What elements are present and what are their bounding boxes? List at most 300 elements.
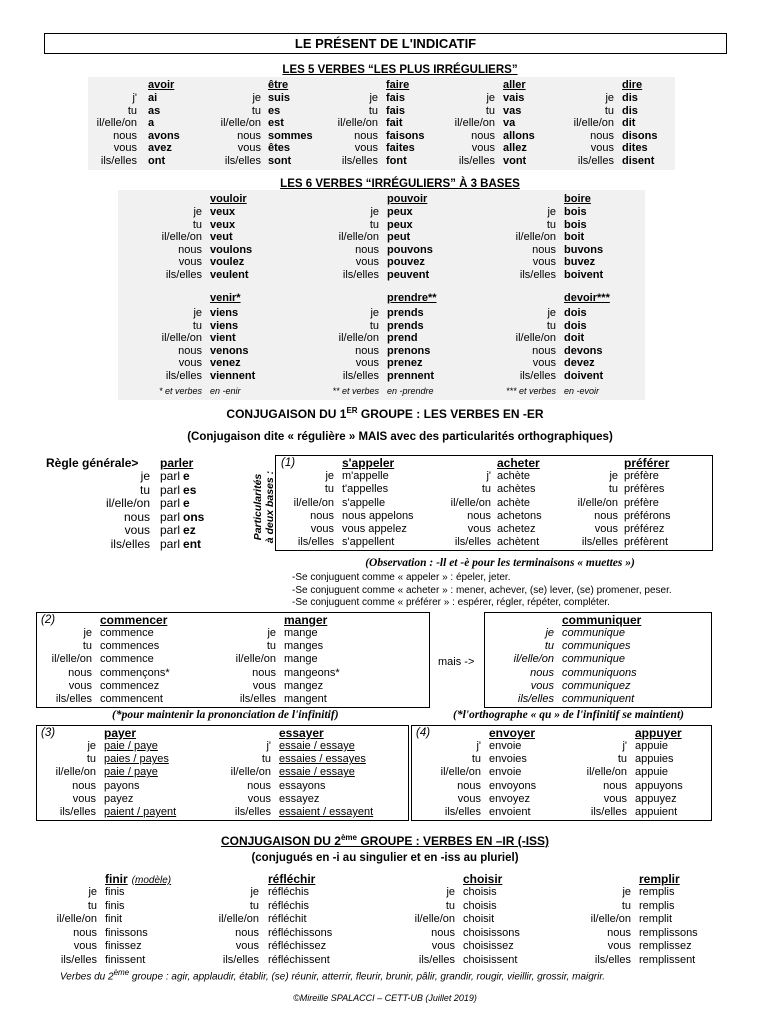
- verb-form: achètent: [497, 536, 540, 549]
- pronoun: tu: [369, 218, 379, 231]
- pronoun: ils/elles: [234, 805, 271, 818]
- verb-form: sommes: [268, 129, 313, 142]
- pronoun: je: [609, 470, 618, 482]
- pronoun: ils/elles: [59, 805, 96, 818]
- verb-form: m'appelle: [342, 470, 389, 482]
- verb-form: voulons: [210, 243, 253, 256]
- pronoun: nous: [68, 666, 92, 679]
- form-column: [463, 886, 520, 967]
- verb-form: finis: [105, 899, 125, 912]
- pronoun: je: [250, 886, 259, 898]
- pronoun: tu: [369, 319, 379, 332]
- verb-form: doit: [564, 332, 585, 345]
- verb-heading: finir (modèle): [105, 872, 172, 886]
- pronoun: je: [370, 206, 379, 218]
- observation-note: (Observation : -ll et -è pour les terminaisons « muettes »): [365, 557, 635, 569]
- pronoun-column: [308, 92, 378, 168]
- verb-form: peut: [387, 231, 411, 244]
- verb-form: a: [148, 117, 155, 130]
- pronoun: nous: [603, 779, 627, 792]
- verb-form: paient / payent: [104, 805, 177, 818]
- pronoun: il/elle/on: [414, 913, 455, 925]
- pronoun: nous: [457, 779, 481, 792]
- verb-form: réfléchissent: [268, 953, 330, 966]
- verb-footnote-left: ** et verbes: [332, 386, 379, 396]
- verb-form: communiquons: [562, 666, 637, 679]
- verb-heading: remplir: [639, 872, 680, 886]
- verb-heading: choisir: [463, 872, 503, 886]
- pronoun: vous: [594, 523, 618, 536]
- pronoun: nous: [532, 344, 556, 357]
- verb-stem: parl: [160, 496, 181, 511]
- pronoun: vous: [607, 940, 631, 952]
- g2-note-a: Verbes du 2: [60, 971, 114, 983]
- pronoun: tu: [139, 482, 150, 497]
- pronoun: tu: [324, 483, 334, 496]
- footer-credit: ©Mireille SPALACCI – CETT-UB (Juillet 2019): [293, 993, 477, 1003]
- form-column: [268, 92, 313, 168]
- mais-label: mais ->: [438, 656, 475, 668]
- pronoun: nous: [355, 243, 379, 256]
- pronoun: vous: [310, 523, 334, 536]
- verb-heading: communiquer: [562, 613, 642, 627]
- form-column: [562, 627, 637, 706]
- pronoun-column: [27, 886, 97, 967]
- pronoun: nous: [431, 926, 455, 939]
- verb-ending: e: [183, 469, 190, 483]
- box-number: (3): [41, 727, 56, 739]
- verb-heading: boire: [564, 193, 591, 205]
- pronoun: il/elle/on: [515, 231, 556, 244]
- verb-stem: parl: [160, 482, 181, 497]
- g2-heading-text-b: GROUPE : VERBES EN –IR (-ISS): [357, 834, 550, 848]
- verb-form: communique: [562, 627, 625, 639]
- verb-heading: venir*: [210, 292, 241, 304]
- pronoun: je: [370, 307, 379, 319]
- verb-form: prenons: [387, 344, 431, 357]
- pronoun: nous: [237, 129, 261, 142]
- pronoun: vous: [247, 792, 271, 805]
- pronoun: tu: [266, 640, 276, 653]
- pronoun: il/elle/on: [450, 496, 491, 509]
- verb-form: faites: [386, 142, 415, 155]
- verb-form: disons: [622, 129, 658, 142]
- pronoun: il/elle/on: [338, 332, 379, 345]
- verb-ending: ent: [183, 536, 202, 551]
- verb-form: dis: [622, 92, 638, 104]
- verb-form: êtes: [268, 142, 291, 155]
- pronoun: vous: [252, 679, 276, 692]
- pronoun: vous: [457, 792, 481, 805]
- pronoun: ils/elles: [418, 953, 455, 966]
- pronoun: nous: [247, 779, 271, 792]
- verb-form: finissent: [105, 953, 146, 966]
- verb-form: commence: [100, 653, 154, 666]
- verb-form: préférez: [624, 523, 665, 536]
- verb-heading: payer: [104, 726, 137, 740]
- verb-form: allez: [503, 142, 527, 155]
- verb-form: préfère: [624, 496, 659, 509]
- form-column: [639, 886, 698, 967]
- verb-form: fait: [386, 117, 403, 130]
- verb-form: communique: [562, 653, 625, 666]
- form-column: [105, 886, 148, 967]
- verb-form: doivent: [564, 369, 604, 382]
- pronoun: nous: [123, 509, 150, 524]
- verb-form: préfèrent: [624, 536, 669, 549]
- pronoun-column: [548, 470, 618, 550]
- verb-form: [160, 511, 204, 525]
- verb-form: commençons*: [100, 666, 170, 679]
- pronoun-column: [486, 307, 556, 383]
- regle-generale-label: Règle générale>: [46, 456, 139, 470]
- verb-heading: dire: [622, 79, 643, 91]
- pronoun: il/elle/on: [56, 913, 97, 925]
- pronoun: nous: [594, 509, 618, 522]
- verb-form: buvez: [564, 256, 596, 269]
- verb-heading: être: [268, 79, 289, 91]
- pronoun: j': [622, 740, 627, 752]
- pronoun: il/elle/on: [161, 231, 202, 244]
- pronoun-column: [425, 92, 495, 168]
- pronoun: j': [486, 470, 491, 482]
- form-column: [564, 307, 603, 383]
- verb-form: prends: [387, 319, 424, 332]
- verb-heading-extra: (modèle): [131, 875, 172, 886]
- pronoun-column: [484, 627, 554, 706]
- verb-form: choisissez: [463, 940, 514, 952]
- verb-form: envoient: [489, 805, 531, 818]
- pronoun: j': [132, 92, 137, 104]
- pronoun-column: [26, 740, 96, 819]
- pronoun-column: [561, 886, 631, 967]
- pronoun: nous: [530, 666, 554, 679]
- verb-form: font: [386, 154, 407, 167]
- pronoun: je: [140, 469, 150, 483]
- verb-form: achetez: [497, 523, 536, 536]
- verb-form: suis: [268, 92, 291, 104]
- pronoun: tu: [192, 218, 202, 231]
- verb-form: buvons: [564, 243, 604, 256]
- pronoun: il/elle/on: [337, 117, 378, 130]
- pronoun-column: [385, 886, 455, 967]
- pronoun: ils/elles: [581, 536, 618, 549]
- communiquer-note: (*l'orthographe « qu » de l'infinitif se maintient): [453, 709, 684, 721]
- verb-form: fais: [386, 92, 405, 104]
- verb-form: t'appelles: [342, 483, 389, 496]
- verb-heading: réfléchir: [268, 872, 316, 886]
- pronoun: je: [325, 470, 334, 482]
- pronoun: vous: [590, 142, 614, 155]
- verb-form: réfléchissez: [268, 940, 327, 952]
- verb-stem: parl: [160, 469, 181, 483]
- verb-form: disent: [622, 154, 655, 167]
- g1-heading-text-b: GROUPE : LES VERBES EN -ER: [357, 407, 544, 421]
- verb-form: achetons: [497, 509, 542, 522]
- pronoun: il/elle/on: [230, 766, 271, 779]
- pronoun: il/elle/on: [590, 913, 631, 925]
- verb-form: envoie: [489, 740, 522, 752]
- verb-form: appuient: [635, 805, 678, 818]
- form-column: [635, 740, 683, 819]
- g2-note: [60, 968, 740, 982]
- pronoun-column: [132, 307, 202, 383]
- verb-form: voulez: [210, 256, 245, 269]
- verb-form: envoies: [489, 753, 527, 766]
- verb-form: envoyez: [489, 792, 530, 805]
- verb-form: s'appelle: [342, 496, 386, 509]
- verb-heading: vouloir: [210, 193, 247, 205]
- verb-form: appuies: [635, 753, 674, 766]
- pronoun-column: [80, 470, 150, 552]
- pronoun: vous: [530, 679, 554, 692]
- verb-form: réfléchissons: [268, 926, 333, 939]
- verb-form: choisissons: [463, 926, 520, 939]
- form-column: [268, 886, 332, 967]
- pronoun: je: [88, 886, 97, 898]
- g1-heading: [150, 406, 620, 421]
- pronoun: tu: [251, 104, 261, 117]
- verb-form: choisis: [463, 899, 497, 912]
- verb-form: remplit: [639, 913, 673, 925]
- pronoun: ils/elles: [341, 154, 378, 167]
- pronoun: vous: [235, 940, 259, 952]
- pronoun: ils/elles: [224, 154, 261, 167]
- pronoun: vous: [467, 523, 491, 536]
- pronoun: ils/elles: [517, 692, 554, 705]
- pronoun: tu: [261, 753, 271, 766]
- pronoun-column: [411, 740, 481, 819]
- pronoun: il/elle/on: [515, 332, 556, 345]
- pronoun: nous: [178, 344, 202, 357]
- pronoun: j': [266, 740, 271, 752]
- verb-form: réfléchit: [268, 913, 307, 925]
- form-column: [100, 627, 170, 706]
- pronoun: vous: [68, 679, 92, 692]
- pronoun: il/elle/on: [220, 117, 261, 130]
- verb-form: devons: [564, 344, 603, 357]
- pronoun: ils/elles: [297, 536, 334, 549]
- pronoun: je: [87, 740, 96, 752]
- pronoun: ils/elles: [222, 953, 259, 966]
- verb-form: appuyez: [635, 792, 677, 805]
- pronoun: il/elle/on: [293, 496, 334, 509]
- verb-heading: parler: [160, 456, 194, 470]
- verb-form: dois: [564, 319, 587, 332]
- verb-form: [160, 484, 204, 498]
- pronoun: nous: [532, 243, 556, 256]
- g1-heading-sup: ER: [346, 406, 358, 415]
- g1-subheading: (Conjugaison dite « régulière » MAIS avec des particularités orthographiques): [187, 431, 613, 443]
- box2-note: (*pour maintenir la prononciation de l'infinitif): [112, 709, 339, 721]
- pronoun: vous: [178, 357, 202, 370]
- verb-heading: manger: [284, 613, 328, 627]
- g2-heading-sup: ème: [340, 833, 357, 842]
- pronoun: nous: [355, 344, 379, 357]
- pronoun: je: [252, 92, 261, 104]
- pronoun: ils/elles: [342, 268, 379, 281]
- verb-form: préférons: [624, 509, 671, 522]
- pronoun: vous: [471, 142, 495, 155]
- pronoun: vous: [354, 142, 378, 155]
- verb-ending: e: [183, 496, 190, 511]
- verb-form: achète: [497, 496, 531, 509]
- pronoun: tu: [368, 104, 378, 117]
- verb-stem: parl: [160, 523, 181, 538]
- pronoun: ils/elles: [239, 692, 276, 705]
- form-column: [279, 740, 373, 819]
- verb-form: commences: [100, 640, 160, 653]
- verb-heading: faire: [386, 79, 410, 91]
- pronoun: ils/elles: [342, 369, 379, 382]
- verb-form: finit: [105, 913, 123, 925]
- verb-form: veux: [210, 218, 236, 231]
- verb-heading: appuyer: [635, 726, 682, 740]
- verb-form: finis: [105, 886, 125, 898]
- pronoun: vous: [73, 940, 97, 952]
- pronoun: il/elle/on: [105, 496, 150, 511]
- form-column: [148, 92, 180, 168]
- verb-form: dois: [564, 307, 587, 319]
- pronoun: tu: [86, 753, 96, 766]
- verb-form: communiquez: [562, 679, 631, 692]
- form-column: [210, 206, 252, 282]
- pronoun: vous: [431, 940, 455, 952]
- verb-form: bois: [564, 206, 587, 218]
- verb-form: dites: [622, 142, 648, 155]
- verb-stem: parl: [160, 509, 181, 524]
- verb-form: paie / paye: [104, 740, 158, 752]
- verb-form: veulent: [210, 268, 249, 281]
- verb-form: mangeons*: [284, 666, 340, 679]
- verb-form: paies / payes: [104, 753, 169, 766]
- verb-ending: es: [183, 482, 197, 497]
- verb-heading: acheter: [497, 456, 540, 470]
- pronoun: il/elle/on: [454, 117, 495, 130]
- verb-form: réfléchis: [268, 899, 309, 912]
- verb-form: appuie: [635, 766, 669, 779]
- verb-form: faisons: [386, 129, 425, 142]
- pronoun: ils/elles: [165, 369, 202, 382]
- verb-heading: devoir***: [564, 292, 610, 304]
- pronoun: tu: [127, 104, 137, 117]
- form-column: [284, 627, 340, 706]
- verb-form: avez: [148, 142, 172, 155]
- pronoun-column: [421, 470, 491, 550]
- verb-form: préfère: [624, 470, 659, 482]
- pronoun: tu: [544, 640, 554, 653]
- verb-form: communiquent: [562, 692, 635, 705]
- g2-note-sup: ème: [113, 968, 130, 977]
- rule-line: -Se conjuguent comme « acheter » : mener, achever, (se) lever, (se) promener, peser.: [292, 584, 672, 596]
- pronoun-column: [67, 92, 137, 168]
- pronoun: nous: [73, 926, 97, 939]
- verb-form: pouvons: [387, 243, 433, 256]
- pronoun: il/elle/on: [573, 117, 614, 130]
- pronoun: vous: [124, 523, 150, 538]
- form-column: [386, 92, 425, 168]
- particularites-line-1: Particularités: [252, 473, 264, 541]
- pronoun: nous: [252, 666, 276, 679]
- verb-form: essaie / essaye: [279, 766, 355, 779]
- verb-form: viens: [210, 307, 239, 319]
- pronoun: je: [369, 92, 378, 104]
- pronoun: ils/elles: [454, 536, 491, 549]
- g1-heading-text-a: CONJUGAISON DU 1: [226, 407, 347, 421]
- pronoun: je: [193, 206, 202, 218]
- g2-subheading: (conjugués en -i au singulier et en -iss au pluriel): [251, 852, 519, 864]
- verb-form: peux: [387, 218, 413, 231]
- box-number: (1): [281, 457, 296, 469]
- verb-form: ont: [148, 154, 166, 167]
- pronoun: il/elle/on: [96, 117, 137, 130]
- verb-form: commencez: [100, 679, 160, 692]
- pronoun: ils/elles: [110, 536, 150, 551]
- verb-heading: aller: [503, 79, 526, 91]
- verb-form: boit: [564, 231, 585, 244]
- pronoun: vous: [178, 256, 202, 269]
- pronoun: nous: [178, 243, 202, 256]
- verb-heading: envoyer: [489, 726, 536, 740]
- form-column: [622, 92, 657, 168]
- verb-form: remplissent: [639, 953, 696, 966]
- pronoun: tu: [546, 218, 556, 231]
- pronoun: nous: [467, 509, 491, 522]
- verb-form: prend: [387, 332, 418, 345]
- verb-form: prenez: [387, 357, 423, 370]
- pronoun: je: [622, 886, 631, 898]
- pronoun: ils/elles: [519, 268, 556, 281]
- verb-form: vont: [503, 154, 527, 167]
- pronoun-column: [309, 307, 379, 383]
- pronoun-column: [189, 886, 259, 967]
- pronoun: vous: [355, 357, 379, 370]
- verb-form: ai: [148, 92, 158, 104]
- pronoun: vous: [72, 792, 96, 805]
- verb-form: paie / paye: [104, 766, 158, 779]
- verb-heading: commencer: [100, 613, 168, 627]
- verb-form: mangez: [284, 679, 324, 692]
- verb-form: remplis: [639, 899, 675, 912]
- pronoun: je: [547, 206, 556, 218]
- pronoun: tu: [192, 319, 202, 332]
- pronoun: ils/elles: [165, 268, 202, 281]
- verb-form: mange: [284, 627, 318, 639]
- pronoun: vous: [532, 256, 556, 269]
- pronoun: je: [547, 307, 556, 319]
- verb-form: peuvent: [387, 268, 430, 281]
- verb-form: finissons: [105, 926, 148, 939]
- verb-form: allons: [503, 129, 535, 142]
- pronoun: vous: [355, 256, 379, 269]
- pronoun: nous: [72, 779, 96, 792]
- pronoun: tu: [445, 899, 455, 912]
- irr6-heading: LES 6 VERBES “IRRÉGULIERS” À 3 BASES: [280, 178, 520, 190]
- pronoun: nous: [607, 926, 631, 939]
- pronoun: je: [193, 307, 202, 319]
- verb-form: viens: [210, 319, 239, 332]
- pronoun: tu: [617, 753, 627, 766]
- pronoun: je: [267, 627, 276, 639]
- verb-form: remplis: [639, 886, 675, 898]
- verb-form: fais: [386, 104, 405, 117]
- verb-form: essayez: [279, 792, 320, 805]
- verb-form: choisis: [463, 886, 497, 898]
- pronoun: tu: [621, 899, 631, 912]
- pronoun: tu: [87, 899, 97, 912]
- verb-form: essaient / essayent: [279, 805, 374, 818]
- pronoun: il/elle/on: [51, 653, 92, 666]
